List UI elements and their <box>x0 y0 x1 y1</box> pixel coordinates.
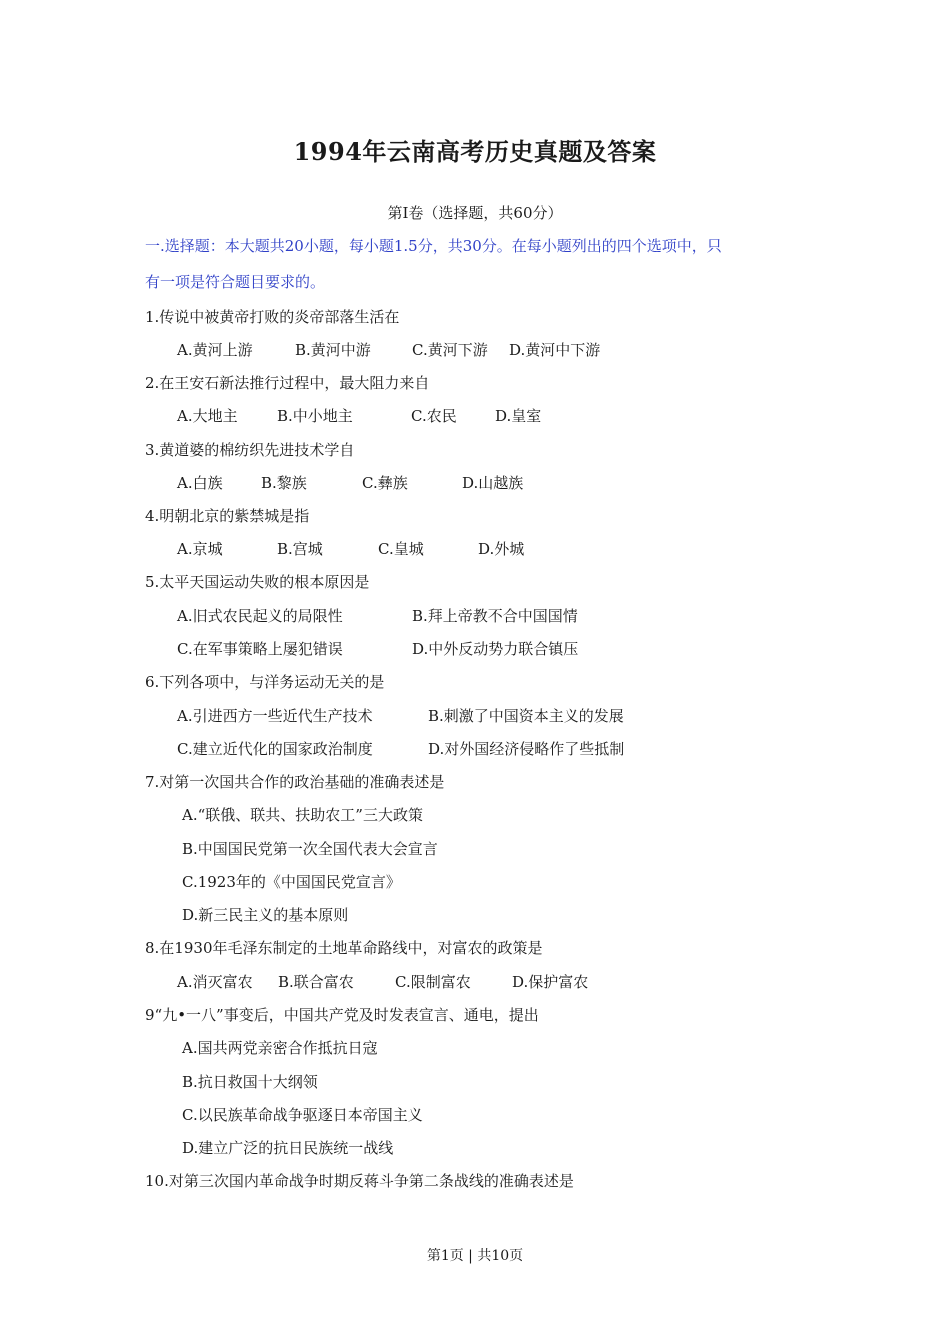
instruction-line-1: 一.选择题：本大题共20小题，每小题1.5分，共30分。在每小题列出的四个选项中，只 <box>145 237 722 255</box>
question-5-options-row-1 <box>177 605 578 626</box>
option-b: B.刺激了中国资本主义的发展 <box>428 707 624 725</box>
question-9-option-d: D.建立广泛的抗日民族统一战线 <box>182 1139 394 1157</box>
question-9-option-c: C.以民族革命战争驱逐日本帝国主义 <box>182 1106 423 1124</box>
option-d: D.皇室 <box>495 407 542 425</box>
option-d: D.对外国经济侵略作了些抵制 <box>428 740 625 758</box>
option-a: A.黄河上游 <box>177 341 253 359</box>
option-c: C.皇城 <box>378 540 424 558</box>
question-7-option-b: B.中国国民党第一次全国代表大会宣言 <box>182 840 438 858</box>
option-d: D.山越族 <box>462 474 524 492</box>
page-footer: 第1页 | 共10页 <box>426 1248 524 1264</box>
question-3-options <box>177 472 523 493</box>
option-c: C.建立近代化的国家政治制度 <box>177 740 373 758</box>
instruction-line-2: 有一项是符合题目要求的。 <box>145 273 326 291</box>
question-9-stem: 9“九•一八”事变后，中国共产党及时发表宣言、通电，提出 <box>145 1006 539 1024</box>
option-d: D.外城 <box>478 540 525 558</box>
question-4-stem: 4.明朝北京的紫禁城是指 <box>145 507 310 525</box>
option-c: C.彝族 <box>362 474 408 492</box>
question-9-option-a: A.国共两党亲密合作抵抗日寇 <box>182 1039 378 1057</box>
option-b: B.宫城 <box>277 540 323 558</box>
question-7-option-d: D.新三民主义的基本原则 <box>182 906 349 924</box>
section-header: 第Ⅰ卷（选择题，共60分） <box>387 204 563 222</box>
option-c: C.在军事策略上屡犯错误 <box>177 640 343 658</box>
question-5-stem: 5.太平天国运动失败的根本原因是 <box>145 573 370 591</box>
question-6-stem: 6.下列各项中，与洋务运动无关的是 <box>145 673 385 691</box>
option-b: B.黎族 <box>261 474 307 492</box>
question-10-stem: 10.对第三次国内革命战争时期反蒋斗争第二条战线的准确表述是 <box>145 1172 574 1190</box>
option-a: A.旧式农民起义的局限性 <box>177 607 343 625</box>
option-b: B.联合富农 <box>278 973 354 991</box>
option-c: C.黄河下游 <box>412 341 488 359</box>
option-b: B.中小地主 <box>277 407 353 425</box>
question-8-stem: 8.在1930年毛泽东制定的土地革命路线中，对富农的政策是 <box>145 939 543 957</box>
option-a: A.大地主 <box>177 407 238 425</box>
option-c: C.农民 <box>411 407 457 425</box>
option-d: D.保护富农 <box>512 973 589 991</box>
option-c: C.限制富农 <box>395 973 471 991</box>
document-title: 1994年云南高考历史真题及答案 <box>293 137 657 166</box>
option-a: A.引进西方一些近代生产技术 <box>177 707 373 725</box>
question-7-option-c: C.1923年的《中国国民党宣言》 <box>182 873 401 891</box>
option-d: D.黄河中下游 <box>509 341 601 359</box>
question-2-options <box>177 405 541 426</box>
question-9-option-b: B.抗日救国十大纲领 <box>182 1073 318 1091</box>
option-b: B.黄河中游 <box>295 341 371 359</box>
option-b: B.拜上帝教不合中国国情 <box>412 607 578 625</box>
option-a: A.白族 <box>177 474 223 492</box>
question-7-option-a: A.“联俄、联共、扶助农工”三大政策 <box>182 806 423 824</box>
question-7-stem: 7.对第一次国共合作的政治基础的准确表述是 <box>145 773 445 791</box>
question-6-options-row-2 <box>177 738 624 759</box>
question-3-stem: 3.黄道婆的棉纺织先进技术学自 <box>145 441 355 459</box>
question-4-options <box>177 538 524 559</box>
option-a: A.京城 <box>177 540 223 558</box>
option-a: A.消灭富农 <box>177 973 253 991</box>
question-6-options-row-1 <box>177 705 624 726</box>
question-2-stem: 2.在王安石新法推行过程中，最大阻力来自 <box>145 374 430 392</box>
question-8-options <box>177 971 588 992</box>
question-5-options-row-2 <box>177 638 578 659</box>
question-1-options <box>177 339 600 360</box>
option-d: D.中外反动势力联合镇压 <box>412 640 579 658</box>
question-1-stem: 1.传说中被黄帝打败的炎帝部落生活在 <box>145 308 400 326</box>
